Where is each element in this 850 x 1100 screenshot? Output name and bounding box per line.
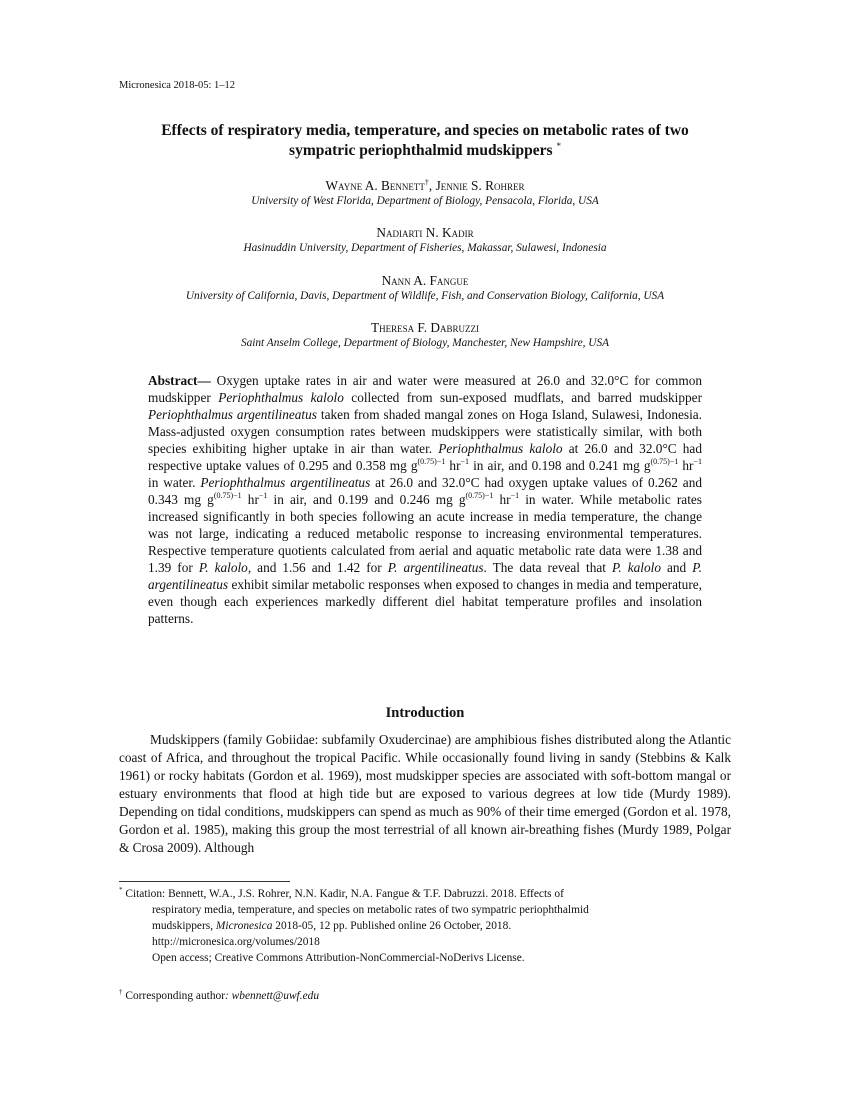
author-bennett: Wayne A. Bennett [325, 178, 425, 193]
affiliation: Hasinuddin University, Department of Fisheries, Makassar, Sulawesi, Indonesia [243, 242, 607, 254]
section-heading-introduction: Introduction [385, 705, 465, 721]
author-fangue: Nann A. Fangue [381, 273, 469, 288]
species-name: Periophthalmus kalolo [438, 441, 563, 456]
author-group-4 [100, 319, 750, 351]
corresponding-author-footnote: † Corresponding author: wbennett@uwf.edu [119, 988, 320, 1002]
author-rohrer: , Jennie S. Rohrer [428, 178, 525, 193]
species-name: P. argentilineatus [148, 560, 702, 592]
species-name: P. kalolo [198, 560, 248, 575]
citation-url-link[interactable]: http://micronesica.org/volumes/2018 [152, 936, 320, 948]
footnote-marker: * [119, 886, 123, 894]
species-name: P. argentilineatus [387, 560, 484, 575]
affiliation: University of West Florida, Department of Biology, Pensacola, Florida, USA [251, 195, 599, 207]
footnote-divider [119, 881, 290, 882]
affiliation: University of California, Davis, Department of Wildlife, Fish, and Conservation Biology, California, USA [185, 290, 665, 302]
species-name: Periophthalmus kalolo [218, 390, 344, 405]
author-dabruzzi: Theresa F. Dabruzzi [370, 320, 480, 335]
corresponding-marker: † [424, 178, 429, 187]
paper-title [110, 121, 740, 161]
corresponding-email-link[interactable]: wbennett@uwf.edu [231, 990, 320, 1002]
author-group-2 [100, 224, 750, 256]
title-line-2: sympatric periophthalmid mudskippers [289, 142, 553, 159]
author-kadir: Nadiarti N. Kadir [376, 225, 474, 240]
species-name: Periophthalmus argentilineatus [148, 407, 317, 422]
footnote-marker: † [119, 988, 123, 996]
journal-name: Micronesica [215, 920, 273, 932]
author-names [100, 177, 750, 194]
introduction-paragraph: Mudskippers (family Gobiidae: subfamily Oxudercinae) are amphibious fishes distributed along the Atlantic coast of Africa, and throughout the tropical Pacific. While occasionally found living in sandy (Stebbins & Kalk 1961) or rocky habitats (Gordon et al. 1969), most mudskipper species are associated with soft-bottom mangal or estuary environments that flood at high tide but are exposed to various degrees at low tide (Murdy 1989). Depending on tidal conditions, mudskippers can spend as much as 90% of their time emerged (Gordon et al. 1978, Gordon et al. 1985), making this group the most terrestrial of all known air-breathing fishes (Murdy 1989, Polgar & Crosa 2009). Although [119, 732, 731, 855]
abstract-label: Abstract— [148, 373, 211, 388]
running-head: Micronesica 2018-05: 1–12 [119, 80, 236, 91]
abstract: Abstract— Oxygen uptake rates in air and water were measured at 26.0 and 32.0°C for common mudskipper Periophthalmus kalolo collected from sun-exposed mudflats, and barred mudskipper Periophthalmus argentilineatus taken from shaded mangal zones on Hoga Island, Sulawesi, Indonesia. Mass-adjusted oxygen consumption rates between mudskippers were statistically similar, with both species exhibiting higher uptake in air than water. Periophthalmus kalolo at 26.0 and 32.0°C had respective uptake values of 0.295 and 0.358 mg $g^{(0.75)-1}$ $hr^{-1}$ in air, and 0.198 and 0.241 mg $g^{(0.75)-1}$ $hr^{-1}$ in water. Periophthalmus argentilineatus at 26.0 and 32.0°C had oxygen uptake values of 0.262 and 0.343 mg $g^{(0.75)-1}$ $hr^{-1}$ in air, and 0.199 and 0.246 mg $g^{(0.75)-1}$ $hr^{-1}$ in water. While metabolic rates increased significantly in both species following an acute increase in media temperature, the change was not large, indicating a reduced metabolic response to increasing environmental temperatures. Respective temperature quotients calculated from aerial and aquatic metabolic rate data were 1.38 and 1.39 for P. kalolo, and 1.56 and 1.42 for P. argentilineatus. The data reveal that P. kalolo and P. argentilineatus exhibit similar metabolic responses when exposed to changes in media and temperature, even though each experiences markedly different diel habitat temperature profiles and insolation patterns. [148, 373, 703, 626]
license-text: Open access; Creative Commons Attribution-NonCommercial-NoDerivs License. [152, 952, 525, 964]
species-name: Periophthalmus argentilineatus [200, 475, 371, 490]
title-footnote-marker: * [556, 141, 561, 151]
species-name: P. kalolo [611, 560, 661, 575]
author-group-3 [100, 272, 750, 304]
affiliation: Saint Anselm College, Department of Biology, Manchester, New Hampshire, USA [240, 337, 610, 349]
citation-footnote: * Citation: Bennett, W.A., J.S. Rohrer, N.N. Kadir, N.A. Fangue & T.F. Dabruzzi. 2018. Effects of respiratory media, temperature, and species on metabolic rates of two sympatric periophthalmid mudskippers, Micronesica 2018-05, 12 pp. Published online 26 October, 2018. http://micronesica.org/volumes/2018 Open access; Creative Commons Attribution-NonCommercial-NoDerivs License. [119, 886, 739, 966]
title-line-1: Effects of respiratory media, temperature, and species on metabolic rates of two [161, 122, 689, 139]
author-group-1 [100, 177, 750, 209]
